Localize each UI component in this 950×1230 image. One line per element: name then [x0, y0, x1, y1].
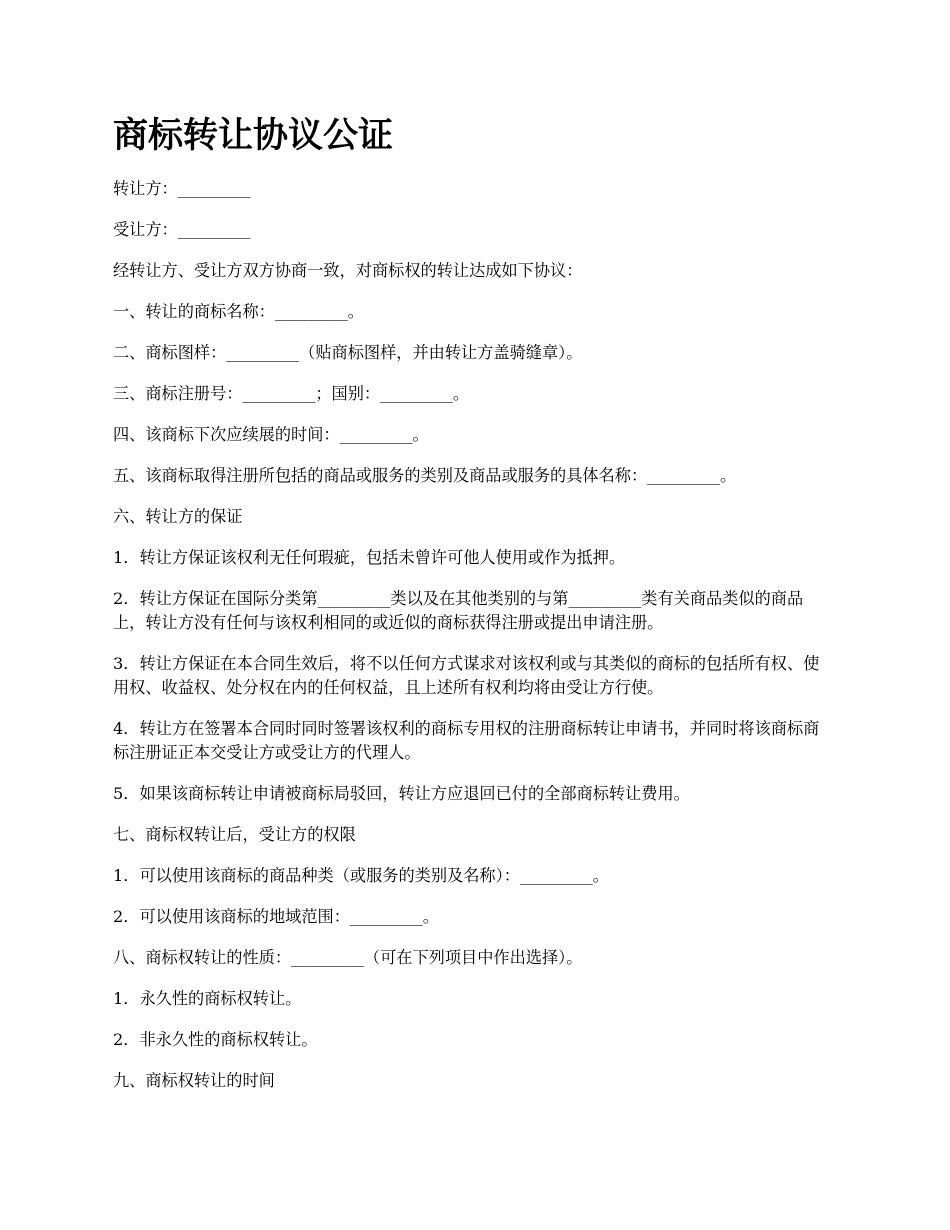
- document-body: [113, 112, 835, 1110]
- clause-8-item-1: 1．永久性的商标权转让。: [113, 989, 302, 1008]
- agreement-intro: 经转让方、受让方双方协商一致，对商标权的转让达成如下协议：: [113, 261, 583, 280]
- clause-6-item-1: 1．转让方保证该权利无任何瑕疵，包括未曾许可他人使用或作为抵押。: [113, 548, 626, 567]
- clause-6-item-3: 3．转让方保证在本合同生效后，将不以任何方式谋求对该权利或与其类似的商标的包括所有权、使用权、收益权、处分权在内的任何权益，且上述所有权利均将由受让方行使。: [113, 654, 820, 697]
- clause-1-trademark-name: 一、转让的商标名称：_________。: [113, 302, 364, 321]
- clause-6-item-4: 4．转让方在签署本合同时同时签署该权利的商标专用权的注册商标转让申请书，并同时将该商标商标注册证正本交受让方或受让方的代理人。: [113, 719, 820, 762]
- clause-8-item-2: 2．非永久性的商标权转让。: [113, 1030, 318, 1049]
- clause-6-item-5: 5．如果该商标转让申请被商标局驳回，转让方应退回已付的全部商标转让费用。: [113, 784, 690, 803]
- clause-3-registration-number: 三、商标注册号：_________；国别：_________。: [113, 384, 470, 403]
- document-title: 商标转让协议公证: [113, 115, 394, 156]
- clause-4-renewal-time: 四、该商标下次应续展的时间：_________。: [113, 425, 429, 444]
- transferor-line: 转让方：_________: [113, 179, 251, 198]
- clause-9-heading: 九、商标权转让的时间: [113, 1071, 275, 1090]
- document-content: [113, 177, 835, 1093]
- clause-8-heading: 八、商标权转让的性质：_________（可在下列项目中作出选择）。: [113, 948, 583, 967]
- clause-5-goods-services: 五、该商标取得注册所包括的商品或服务的类别及商品或服务的具体名称：_________。: [113, 466, 737, 485]
- clause-7-heading: 七、商标权转让后，受让方的权限: [113, 825, 356, 844]
- clause-6-heading: 六、转让方的保证: [113, 507, 243, 526]
- transferee-line: 受让方：_________: [113, 220, 251, 239]
- clause-7-item-2: 2．可以使用该商标的地域范围：_________。: [113, 907, 439, 926]
- clause-7-item-1: 1．可以使用该商标的商品种类（或服务的类别及名称）：_________。: [113, 866, 609, 885]
- clause-6-item-2: 2．转让方保证在国际分类第_________类以及在其他类别的与第_________类有关商品类似的商品上，转让方没有任何与该权利相同的或近似的商标获得注册或提出申请注册。: [113, 589, 804, 632]
- clause-2-trademark-sample: 二、商标图样：_________（贴商标图样，并由转让方盖骑缝章）。: [113, 343, 583, 362]
